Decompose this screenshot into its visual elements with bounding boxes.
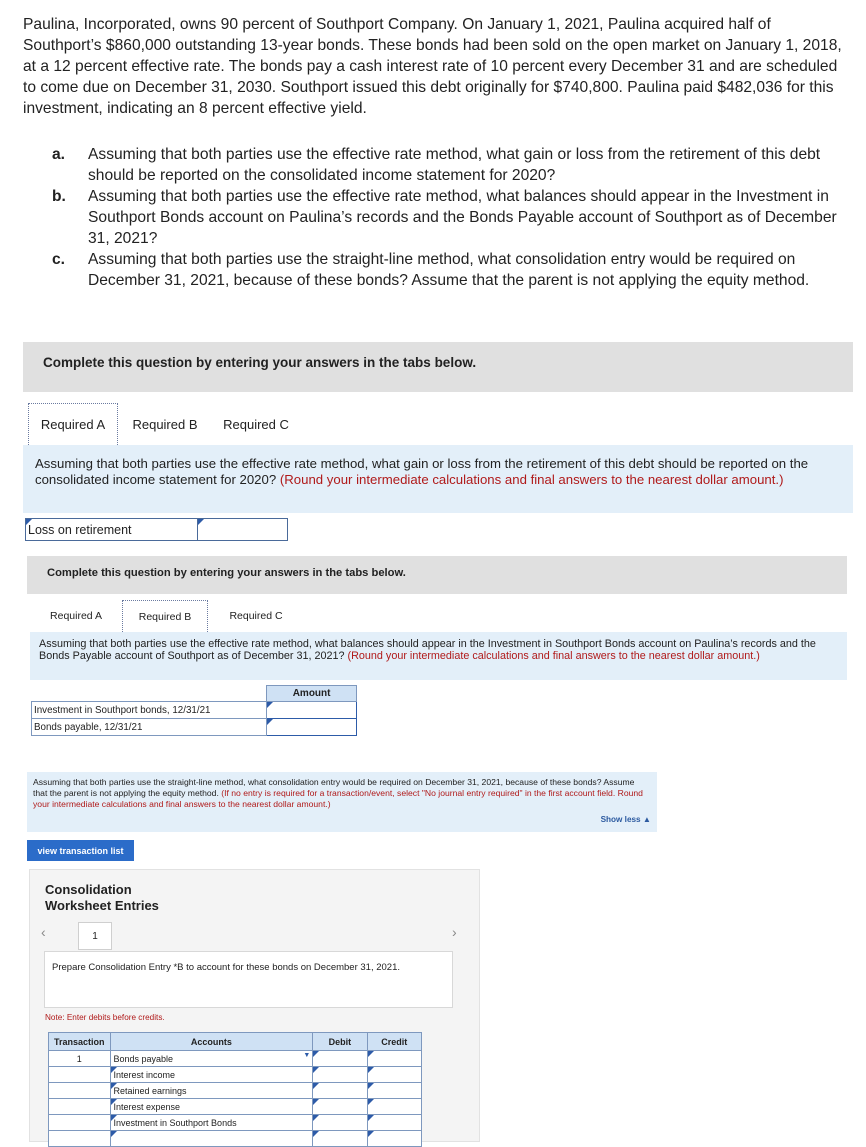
- table-row: [32, 719, 357, 736]
- account-select[interactable]: [110, 1131, 313, 1147]
- flag-icon: [111, 1099, 117, 1105]
- instruction-banner-a: Complete this question by entering your answers in the tabs below.: [23, 342, 853, 392]
- view-transaction-list-button[interactable]: view transaction list: [27, 840, 134, 861]
- debit-input[interactable]: [313, 1051, 367, 1067]
- problem-intro: [23, 14, 853, 119]
- flag-icon: [313, 1067, 319, 1073]
- loss-retirement-row: [25, 518, 288, 541]
- flag-icon: [111, 1115, 117, 1121]
- question-b: b. Assuming that both parties use the effective rate method, what balances should appear in the Investment in Southport Bonds account on Paulina’s records and the Bonds Payable account of Southport as of December 31, 2021?: [52, 188, 837, 247]
- account-select[interactable]: Bonds payable ▼: [110, 1051, 313, 1067]
- account-select[interactable]: Investment in Southport Bonds: [110, 1115, 313, 1131]
- investment-amount-input[interactable]: [267, 702, 357, 719]
- table-row: [32, 702, 357, 719]
- question-box-b: Assuming that both parties use the effective rate method, what balances should appear in the Investment in Southport Bonds account on Paulina’s records and the Bonds Payable account of Southport as of December 31, 2021? (Round your intermediate calculations and final answers to the nearest dollar amount.): [30, 632, 847, 680]
- chevron-left-icon[interactable]: ‹: [41, 924, 46, 940]
- flag-icon: [313, 1083, 319, 1089]
- bonds-payable-label: Bonds payable, 12/31/21: [32, 719, 267, 736]
- dropdown-arrow-icon[interactable]: ▼: [303, 1052, 311, 1059]
- flag-icon: [368, 1067, 374, 1073]
- flag-icon: [368, 1115, 374, 1121]
- investment-label: Investment in Southport bonds, 12/31/21: [32, 702, 267, 719]
- tab-required-a[interactable]: Required A: [50, 610, 102, 622]
- flag-icon: [368, 1051, 374, 1057]
- flag-icon: [267, 702, 273, 708]
- question-box-c: Assuming that both parties use the straight-line method, what consolidation entry would be required on December 31, 2021, because of these bonds? Assume that the parent is not applying the equity method. (If no entry is required for a transaction/event, select "No journal entry required" in the first account field. Round your intermediate calculations and final answers to the nearest dollar amount.) Show less ▲: [27, 772, 657, 832]
- flag-icon: [26, 519, 32, 525]
- flag-icon: [267, 719, 273, 725]
- flag-icon: [368, 1099, 374, 1105]
- credit-input[interactable]: [367, 1051, 421, 1067]
- bonds-payable-amount-input[interactable]: [267, 719, 357, 736]
- account-select[interactable]: Interest income: [110, 1067, 313, 1083]
- tab-required-c[interactable]: Required C: [229, 610, 283, 622]
- table-row: [49, 1115, 422, 1131]
- flag-icon: [111, 1131, 117, 1137]
- debit-header: Debit: [313, 1033, 367, 1051]
- instruction-banner-b: Complete this question by entering your answers in the tabs below.: [27, 556, 847, 594]
- flag-icon: [368, 1083, 374, 1089]
- table-row: 1 Bonds payable ▼: [49, 1051, 422, 1067]
- tab-bar-b: [32, 600, 302, 632]
- credit-input[interactable]: [367, 1067, 421, 1083]
- page-button-1[interactable]: 1: [78, 922, 112, 950]
- amount-header: Amount: [267, 686, 357, 702]
- debit-input[interactable]: [313, 1067, 367, 1083]
- flag-icon: [111, 1067, 117, 1073]
- worksheet-title: Consolidation Worksheet Entries: [45, 882, 159, 913]
- flag-icon: [313, 1131, 319, 1137]
- journal-table: [48, 1032, 422, 1147]
- flag-icon: [313, 1099, 319, 1105]
- problem-intro-text: Paulina, Incorporated, owns 90 percent of Southport Company. On January 1, 2021, Paulina acquired half of Southport’s $860,000 outstanding 13-year bonds. These bonds had been sold on the open market on January 1, 2018, at a 12 percent effective rate. The bonds pay a cash interest rate of 10 percent every December 31 and are scheduled to come due on December 31, 2030. Southport issued this debt originally for $740,800. Paulina paid $482,036 for this investment, indicating an 8 percent effective yield.: [23, 16, 842, 117]
- tab-bar-a: [28, 403, 298, 445]
- credit-input[interactable]: [367, 1083, 421, 1099]
- account-select[interactable]: Interest expense: [110, 1099, 313, 1115]
- question-c: c. Assuming that both parties use the straight-line method, what consolidation entry would be required on December 31, 2021, because of these bonds? Assume that the parent is not applying the equity method.: [52, 251, 810, 289]
- credit-header: Credit: [367, 1033, 421, 1051]
- chevron-right-icon[interactable]: ›: [452, 924, 457, 940]
- credit-input[interactable]: [367, 1131, 421, 1147]
- table-row: [49, 1067, 422, 1083]
- tab-required-b[interactable]: Required B: [132, 416, 198, 432]
- debit-input[interactable]: [313, 1131, 367, 1147]
- flag-icon: [111, 1083, 117, 1089]
- flag-icon: [198, 519, 204, 525]
- question-box-a: Assuming that both parties use the effective rate method, what gain or loss from the retirement of this debt should be reported on the consolidated income statement for 2020? (Round your intermediate calculations and final answers to the nearest dollar amount.): [23, 445, 853, 513]
- table-row: [49, 1083, 422, 1099]
- debit-input[interactable]: [313, 1099, 367, 1115]
- show-less-link[interactable]: Show less ▲: [600, 815, 651, 824]
- credit-input[interactable]: [367, 1099, 421, 1115]
- flag-icon: [368, 1131, 374, 1137]
- amount-table: [31, 685, 357, 736]
- accounts-header: Accounts: [110, 1033, 313, 1051]
- credit-input[interactable]: [367, 1115, 421, 1131]
- loss-retirement-input[interactable]: [198, 519, 287, 540]
- triangle-up-icon: ▲: [642, 815, 651, 824]
- question-a: a. Assuming that both parties use the effective rate method, what gain or loss from the retirement of this debt should be reported on the consolidated income statement for 2020?: [52, 146, 821, 184]
- transaction-header: Transaction: [49, 1033, 111, 1051]
- flag-icon: [313, 1115, 319, 1121]
- table-row: [49, 1131, 422, 1147]
- flag-icon: [313, 1051, 319, 1057]
- tab-required-a[interactable]: Required A: [28, 403, 118, 445]
- loss-retirement-label: Loss on retirement: [26, 519, 198, 540]
- tab-required-c[interactable]: Required C: [223, 416, 289, 432]
- note-debits: Note: Enter debits before credits.: [45, 1013, 165, 1022]
- debit-input[interactable]: [313, 1115, 367, 1131]
- table-row: [49, 1099, 422, 1115]
- question-list: [52, 144, 852, 291]
- account-select[interactable]: Retained earnings: [110, 1083, 313, 1099]
- prepare-instruction-box: Prepare Consolidation Entry *B to account for these bonds on December 31, 2021.: [44, 951, 453, 1008]
- debit-input[interactable]: [313, 1083, 367, 1099]
- tab-required-b[interactable]: Required B: [122, 600, 208, 632]
